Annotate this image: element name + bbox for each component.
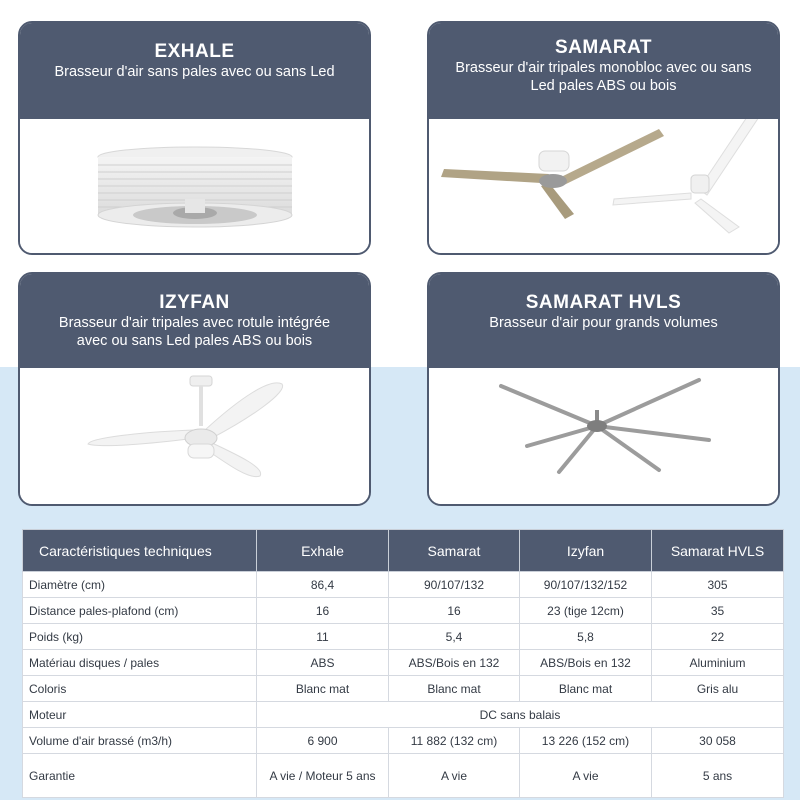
row-label: Distance pales-plafond (cm) <box>23 598 257 624</box>
cell: Blanc mat <box>520 676 652 702</box>
cell: 90/107/132/152 <box>520 572 652 598</box>
table-row <box>23 754 784 798</box>
cell: 22 <box>652 624 784 650</box>
card-subtitle: Brasseur d'air pour grands volumes <box>489 315 718 331</box>
cell: 86,4 <box>257 572 389 598</box>
card-header <box>20 274 369 368</box>
samarat-hvls-fan-image <box>429 368 778 504</box>
cell: 305 <box>652 572 784 598</box>
row-label: Coloris <box>23 676 257 702</box>
specs-table <box>22 529 784 798</box>
card-subtitle: Brasseur d'air sans pales avec ou sans Led <box>54 64 335 80</box>
table-row <box>23 624 784 650</box>
table-row <box>23 728 784 754</box>
card-subtitle-line-2: avec ou sans Led pales ABS ou bois <box>76 333 313 349</box>
product-card-samarat-hvls[interactable] <box>427 272 780 506</box>
cell: 5,4 <box>389 624 520 650</box>
header-izyfan: Izyfan <box>520 530 652 572</box>
header-exhale: Exhale <box>257 530 389 572</box>
cell: 6 900 <box>257 728 389 754</box>
card-title: SAMARAT HVLS <box>525 292 682 313</box>
card-subtitle-line-1: Brasseur d'air tripales monobloc avec ou sans <box>455 60 752 76</box>
card-header <box>429 274 778 368</box>
cell: A vie <box>389 754 520 798</box>
cell: Blanc mat <box>257 676 389 702</box>
cell: 16 <box>389 598 520 624</box>
cell: Aluminium <box>652 650 784 676</box>
cell: Gris alu <box>652 676 784 702</box>
cell: 11 <box>257 624 389 650</box>
merged-cell: DC sans balais <box>257 702 784 728</box>
table-row <box>23 676 784 702</box>
table-header-row <box>23 530 784 572</box>
card-header <box>20 23 369 119</box>
cell: ABS/Bois en 132 <box>520 650 652 676</box>
cell: A vie <box>520 754 652 798</box>
row-label: Poids (kg) <box>23 624 257 650</box>
samarat-fan-image <box>429 119 778 253</box>
cell: 11 882 (132 cm) <box>389 728 520 754</box>
row-label: Matériau disques / pales <box>23 650 257 676</box>
table-row <box>23 598 784 624</box>
card-subtitle-line-2: Led pales ABS ou bois <box>530 78 677 94</box>
card-title: IZYFAN <box>159 292 230 313</box>
table-row <box>23 572 784 598</box>
cell: 23 (tige 12cm) <box>520 598 652 624</box>
row-label: Garantie <box>23 754 257 798</box>
cell: 90/107/132 <box>389 572 520 598</box>
cell: 5,8 <box>520 624 652 650</box>
row-label: Volume d'air brassé (m3/h) <box>23 728 257 754</box>
header-characteristics: Caractéristiques techniques <box>23 530 257 572</box>
card-subtitle-line-1: Brasseur d'air tripales avec rotule intégrée <box>58 315 331 331</box>
izyfan-fan-image <box>20 368 369 504</box>
cell: 16 <box>257 598 389 624</box>
header-samarat: Samarat <box>389 530 520 572</box>
cell: 13 226 (152 cm) <box>520 728 652 754</box>
cell: A vie / Moteur 5 ans <box>257 754 389 798</box>
cell: 5 ans <box>652 754 784 798</box>
table-row <box>23 702 784 728</box>
cell: 35 <box>652 598 784 624</box>
card-header <box>429 23 778 119</box>
card-title: SAMARAT <box>554 37 653 58</box>
cell: ABS <box>257 650 389 676</box>
product-card-izyfan[interactable] <box>18 272 371 506</box>
table-row <box>23 650 784 676</box>
row-label: Diamètre (cm) <box>23 572 257 598</box>
row-label: Moteur <box>23 702 257 728</box>
card-title: EXHALE <box>154 41 235 62</box>
cell: 30 058 <box>652 728 784 754</box>
cell: Blanc mat <box>389 676 520 702</box>
cell: ABS/Bois en 132 <box>389 650 520 676</box>
product-card-samarat[interactable] <box>427 21 780 255</box>
header-samarat-hvls: Samarat HVLS <box>652 530 784 572</box>
product-card-exhale[interactable] <box>18 21 371 255</box>
exhale-fan-image <box>20 119 369 253</box>
